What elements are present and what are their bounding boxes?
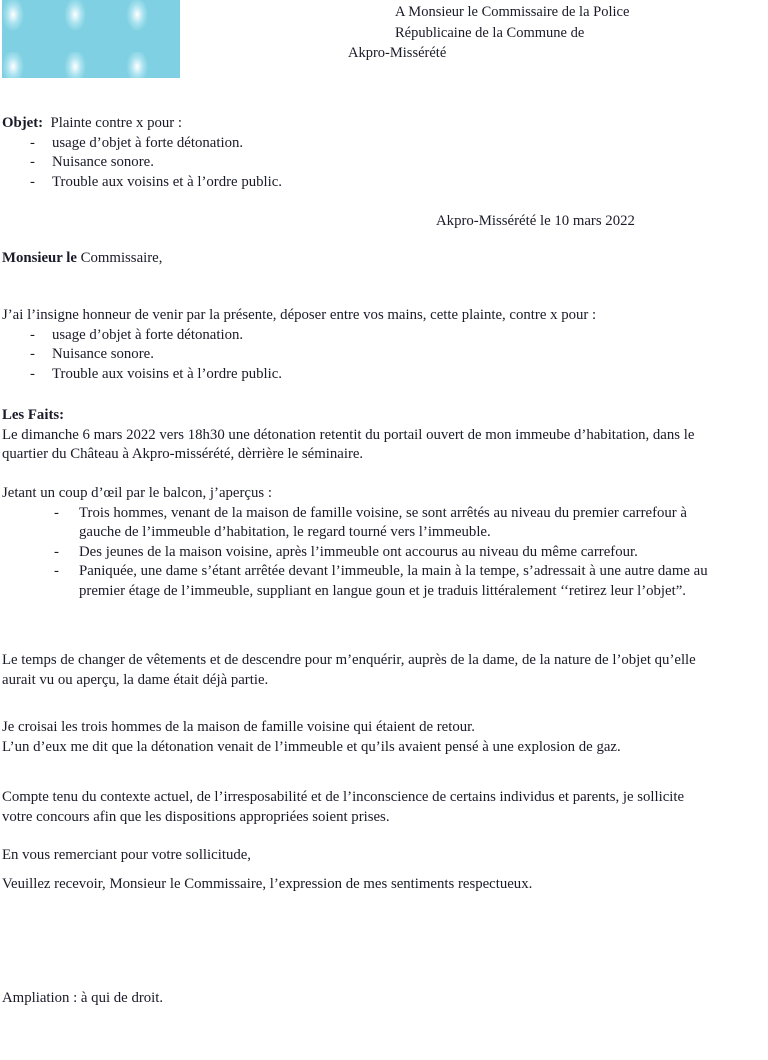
- dash-bullet-icon: -: [30, 173, 35, 190]
- list-item-label: Des jeunes de la maison voisine, après l’immeuble ont accourus au niveau du même carrefour.: [79, 543, 638, 560]
- closing-formula-block: [2, 875, 532, 895]
- facts-paragraph-5: L’un d’eux me dit que la détonation venait de l’immeuble et qu’ils avaient pensé à une explosion de gaz.: [2, 738, 621, 755]
- subject-block: [2, 114, 282, 192]
- recipient-line-1: A Monsieur le Commissaire de la Police: [395, 4, 630, 20]
- list-item-label: usage d’objet à forte détonation.: [52, 326, 244, 343]
- closing-thanks-block: [2, 846, 251, 866]
- list-item-label: Trouble aux voisins et à l’ordre public.: [52, 365, 283, 382]
- list-item: [2, 345, 714, 365]
- closing-thanks: En vous remerciant pour votre sollicitude,: [2, 847, 252, 863]
- list-item-label: Trois hommes, venant de la maison de famille voisine, se sont arrêtés au niveau du premier carrefour à gauche de l’immeuble d’habitation, le regard tourné vers l’immeuble.: [79, 504, 687, 541]
- subject-label: Objet:: [2, 115, 44, 131]
- dash-bullet-icon: -: [30, 154, 35, 171]
- list-item-label: Nuisance sonore.: [52, 154, 154, 171]
- list-item: [2, 326, 714, 346]
- facts-paragraph-3-block: [2, 651, 714, 690]
- facts-paragraph-4: Je croisai les trois hommes de la maison de famille voisine qui étaient de retour.: [2, 719, 475, 735]
- facts-paragraph-3: Le temps de changer de vêtements et de descendre pour m’enquérir, auprès de la dame, de la nature de l’objet qu’elle aurait vu ou aperçu, la dame était déjà partie.: [2, 652, 696, 688]
- salutation-rest: Commissaire,: [76, 250, 163, 266]
- dash-bullet-icon: -: [54, 543, 59, 560]
- facts-heading-block: [2, 406, 714, 465]
- salutation-bold-part: Monsieur le: [2, 250, 77, 266]
- letterhead-banner-image: [2, 0, 180, 78]
- list-item: [2, 134, 282, 154]
- list-item: [2, 504, 714, 543]
- dash-bullet-icon: -: [54, 504, 59, 521]
- list-item: [2, 173, 282, 193]
- dateline: Akpro-Missérété le 10 mars 2022: [436, 213, 635, 229]
- intro-block: [2, 306, 714, 384]
- request-paragraph: Compte tenu du contexte actuel, de l’irresposabilité et de l’inconscience de certains individus et parents, je sollicite votre concours afin que les dispositions appropriées soient prises.: [2, 789, 685, 825]
- list-item: [2, 153, 282, 173]
- recipient-line-2: Républicaine de la Commune de: [395, 24, 585, 41]
- subject-items-list: [2, 134, 282, 193]
- facts-paragraph-4-block: [2, 718, 714, 757]
- salutation: [2, 249, 162, 269]
- closing-formula: Veuillez recevoir, Monsieur le Commissaire, l’expression de mes sentiments respectueux.: [2, 876, 533, 892]
- request-block: [2, 788, 714, 827]
- list-item: [2, 543, 714, 563]
- recipient-line-3: Akpro-Missérété: [348, 45, 447, 61]
- list-item-label: Paniquée, une dame s’étant arrêtée devant l’immeuble, la main à la tempe, s’adressait à une autre dame au premier étage de l’immeuble, suppliant en langue goun et je traduis littéralement ‘‘retirez leur l’objet”.: [79, 563, 708, 599]
- facts-heading: [2, 406, 714, 426]
- subject-value: Plainte contre x pour :: [50, 115, 182, 131]
- intro-items-list: [2, 326, 714, 385]
- salutation-line: [2, 249, 162, 269]
- observations-list: [2, 504, 714, 602]
- dash-bullet-icon: -: [54, 563, 59, 580]
- dash-bullet-icon: -: [30, 346, 35, 363]
- facts-paragraph-2: Jetant un coup d’œil par le balcon, j’aperçus :: [2, 485, 272, 501]
- ampliation-block: [2, 989, 163, 1009]
- list-item: [2, 562, 714, 601]
- dash-bullet-icon: -: [30, 134, 35, 151]
- dash-bullet-icon: -: [30, 365, 35, 382]
- subject-line: [2, 114, 282, 134]
- intro-paragraph: J’ai l’insigne honneur de venir par la présente, déposer entre vos mains, cette plainte, contre x pour :: [2, 307, 597, 323]
- letter-header: [0, 0, 768, 96]
- ampliation-line: Ampliation : à qui de droit.: [2, 990, 164, 1006]
- water-droplets-texture: [2, 0, 180, 78]
- list-item-label: usage d’objet à forte détonation.: [52, 134, 244, 151]
- facts-heading-text: Les Faits:: [2, 407, 65, 423]
- recipient-address-block: [348, 2, 629, 64]
- dash-bullet-icon: -: [30, 326, 35, 343]
- list-item-label: Nuisance sonore.: [52, 346, 154, 363]
- facts-paragraph-1: Le dimanche 6 mars 2022 vers 18h30 une détonation retentit du portail ouvert de mon immeube d’habitation, dans le quartier du Château à Akpro-missérété, dèrrière le séminaire.: [2, 426, 695, 463]
- observations-block: [2, 484, 714, 602]
- list-item: [2, 365, 714, 385]
- list-item-label: Trouble aux voisins et à l’ordre public.: [52, 173, 283, 190]
